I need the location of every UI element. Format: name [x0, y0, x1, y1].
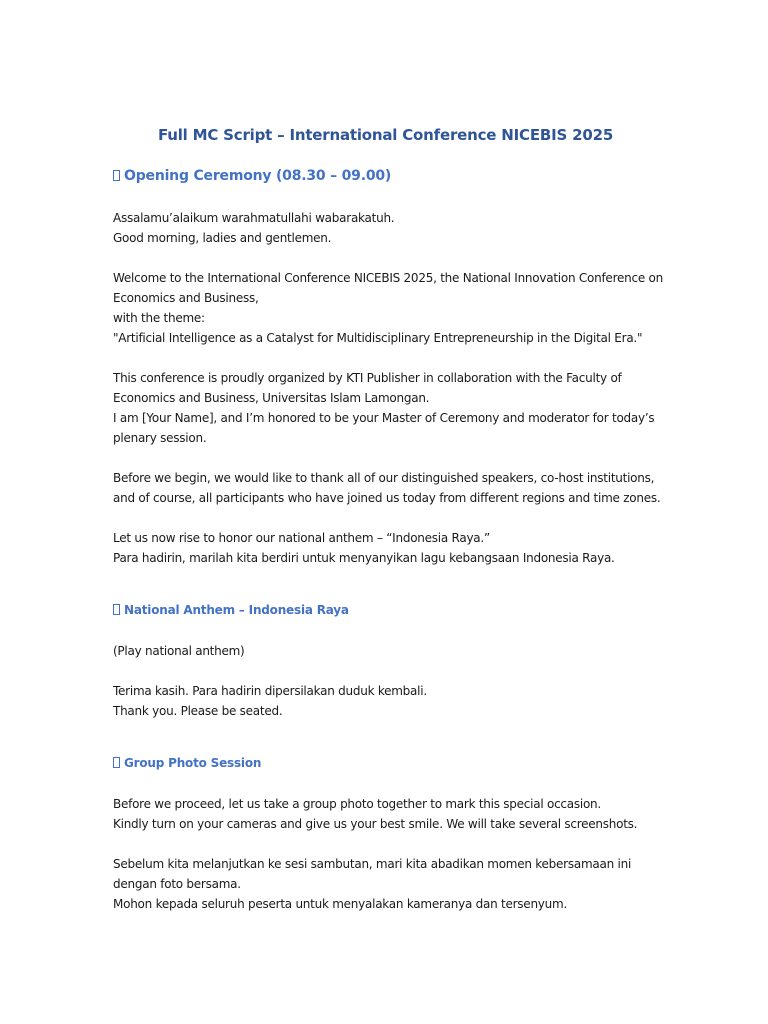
missing-emoji-icon: [113, 604, 120, 615]
text-line: Let us now rise to honor our national anthem – “Indonesia Raya.”: [113, 531, 490, 545]
text-line: with the theme:: [113, 311, 205, 325]
opening-ceremony-heading-text: Opening Ceremony (08.30 – 09.00): [124, 168, 392, 184]
text-line: Mohon kepada seluruh peserta untuk menyalakan kameranya dan tersenyum.: [113, 897, 568, 911]
text-line: Good morning, ladies and gentlemen.: [113, 231, 332, 245]
text-line: Economics and Business,: [113, 291, 259, 305]
text-line: Before we proceed, let us take a group photo together to mark this special occasion.: [113, 797, 601, 811]
missing-emoji-icon: [113, 170, 120, 181]
text-line: Economics and Business, Universitas Islam Lamongan.: [113, 391, 430, 405]
anthem-invite-paragraph: [113, 528, 658, 568]
text-line: Welcome to the International Conference NICEBIS 2025, the National Innovation Conference on: [113, 271, 663, 285]
text-line: I am [Your Name], and I’m honored to be your Master of Ceremony and moderator for today’s: [113, 411, 655, 425]
group-photo-heading-text: Group Photo Session: [124, 756, 262, 770]
text-line: Terima kasih. Para hadirin dipersilakan duduk kembali.: [113, 684, 427, 698]
text-line: "Artificial Intelligence as a Catalyst for Multidisciplinary Entrepreneurship in the Digital Era.": [113, 331, 643, 345]
photo-english-paragraph: [113, 794, 658, 834]
play-anthem-paragraph: [113, 641, 658, 661]
thanks-paragraph: [113, 468, 661, 508]
text-line: Before we begin, we would like to thank all of our distinguished speakers, co-host institutions,: [113, 471, 655, 485]
text-line: dengan foto bersama.: [113, 877, 241, 891]
document-page: [113, 124, 663, 934]
group-photo-heading: [113, 754, 658, 772]
text-line: Para hadirin, marilah kita berdiri untuk menyanyikan lagu kebangsaan Indonesia Raya.: [113, 551, 615, 565]
be-seated-paragraph: [113, 681, 658, 721]
text-line: This conference is proudly organized by KTI Publisher in collaboration with the Faculty of: [113, 371, 622, 385]
text-line: Sebelum kita melanjutkan ke sesi sambutan, mari kita abadikan momen kebersamaan ini: [113, 857, 632, 871]
text-line: Kindly turn on your cameras and give us your best smile. We will take several screenshots.: [113, 817, 638, 831]
national-anthem-heading-text: National Anthem – Indonesia Raya: [124, 603, 349, 617]
text-line: plenary session.: [113, 431, 207, 445]
text-line: and of course, all participants who have joined us today from different regions and time zones.: [113, 491, 661, 505]
national-anthem-heading: [113, 601, 658, 619]
opening-ceremony-heading: [113, 166, 658, 186]
text-line: Thank you. Please be seated.: [113, 704, 283, 718]
text-line: (Play national anthem): [113, 644, 245, 658]
text-line: Assalamu’alaikum warahmatullahi wabarakatuh.: [113, 211, 395, 225]
organizer-paragraph: [113, 368, 658, 448]
greeting-paragraph: [113, 208, 658, 248]
document-title: Full MC Script – International Conference NICEBIS 2025: [157, 126, 614, 144]
photo-indonesian-paragraph: [113, 854, 658, 914]
welcome-paragraph: [113, 268, 663, 348]
missing-emoji-icon: [113, 757, 120, 768]
